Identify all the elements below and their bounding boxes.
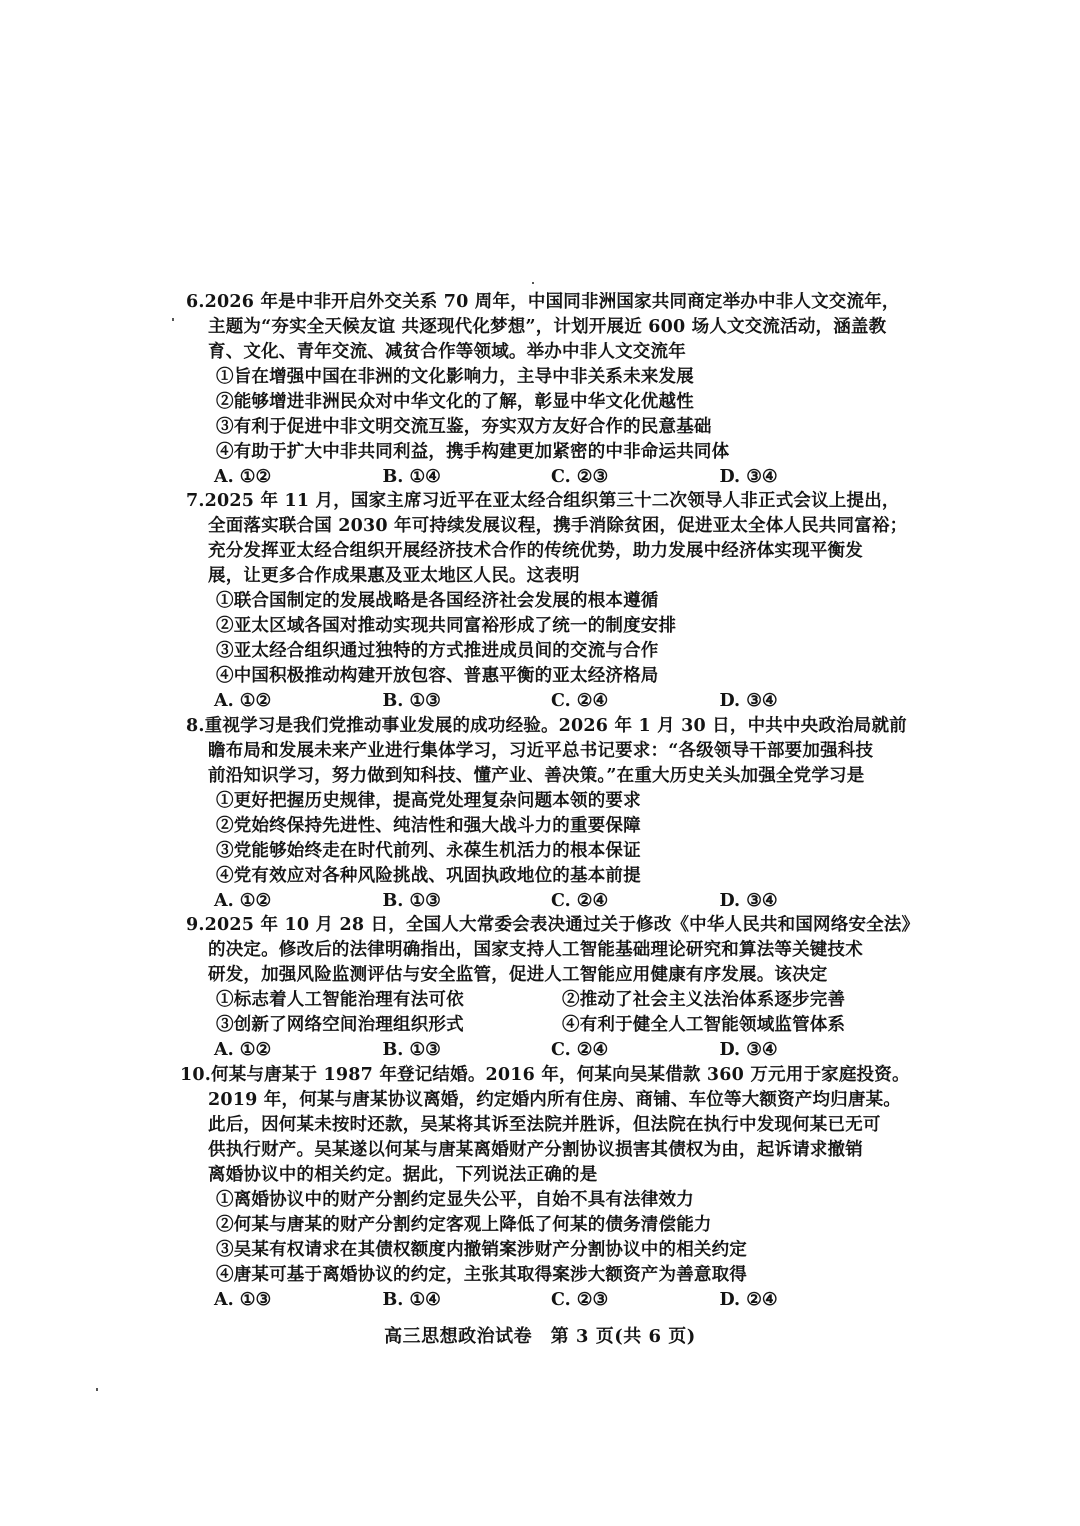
question-6-stem bbox=[186, 290, 900, 365]
stem-line bbox=[186, 714, 907, 739]
option-4: ④唐某可基于离婚协议的约定，主张其取得案涉大额资产为善意取得 bbox=[216, 1265, 747, 1285]
question-8 bbox=[186, 714, 907, 914]
scan-speck bbox=[532, 282, 534, 284]
option-1: ①旨在增强中国在非洲的文化影响力，主导中非关系未来发展 bbox=[216, 367, 694, 387]
stem-text: 2025 年 10 月 28 日，全国人大常委会表决通过关于修改《中华人民共和国网络安全法》 bbox=[204, 915, 920, 935]
stem-line: 的决定。修改后的法律明确指出，国家支持人工智能基础理论研究和算法等关键技术 bbox=[208, 940, 863, 960]
scan-speck bbox=[96, 1388, 98, 1391]
question-6 bbox=[186, 290, 900, 490]
question-number: 9. bbox=[186, 915, 205, 935]
option-2: ②能够增进非洲民众对中华文化的了解，彰显中华文化优越性 bbox=[216, 392, 694, 412]
stem-line: 全面落实联合国 2030 年可持续发展议程，携手消除贫困，促进亚太全体人民共同富裕； bbox=[208, 516, 908, 536]
stem-line: 前沿知识学习，努力做到知科技、懂产业、善决策。”在重大历史关头加强全党学习是 bbox=[208, 766, 865, 786]
option-3: ③有利于促进中非文明交流互鉴，夯实双方友好合作的民意基础 bbox=[216, 417, 712, 437]
question-10-stem bbox=[180, 1063, 910, 1188]
choice-c: C. ②③ bbox=[551, 1290, 609, 1310]
stem-text: 2026 年是中非开启外交关系 70 周年，中国同非洲国家共同商定举办中非人文交流年， bbox=[204, 292, 900, 312]
choice-d: D. ②④ bbox=[719, 1290, 778, 1310]
choice-a: A. ①③ bbox=[214, 1290, 272, 1310]
option-2: ②何某与唐某的财产分割约定客观上降低了何某的债务清偿能力 bbox=[216, 1215, 712, 1235]
stem-line: 研发，加强风险监测评估与安全监管，促进人工智能应用健康有序发展。该决定 bbox=[208, 965, 828, 985]
choice-d: D. ③④ bbox=[719, 467, 778, 487]
page-footer: 高三思想政治试卷 第 3 页(共 6 页) bbox=[384, 1326, 696, 1347]
stem-text: 重视学习是我们党推动事业发展的成功经验。2026 年 1 月 30 日，中共中央政治局就前 bbox=[204, 716, 907, 736]
choice-c: C. ②③ bbox=[551, 467, 609, 487]
question-7 bbox=[186, 489, 908, 714]
question-number: 8. bbox=[186, 716, 205, 736]
option-3: ③吴某有权请求在其债权额度内撤销案涉财产分割协议中的相关约定 bbox=[216, 1240, 747, 1260]
choice-a: A. ①② bbox=[214, 891, 272, 911]
stem-line: 2019 年，何某与唐某协议离婚，约定婚内所有住房、商铺、车位等大额资产均归唐某。 bbox=[208, 1090, 901, 1110]
stem-line: 充分发挥亚太经合组织开展经济技术合作的传统优势，助力发展中经济体实现平衡发 bbox=[208, 541, 863, 561]
option-4: ④党有效应对各种风险挑战、巩固执政地位的基本前提 bbox=[216, 866, 641, 886]
stem-line: 供执行财产。吴某遂以何某与唐某离婚财产分割协议损害其债权为由，起诉请求撤销 bbox=[208, 1140, 863, 1160]
stem-line: 主题为“夯实全天候友谊 共逐现代化梦想”，计划开展近 600 场人文交流活动，涵盖教 bbox=[208, 317, 887, 337]
choice-a: A. ①② bbox=[214, 691, 272, 711]
stem-line bbox=[186, 913, 920, 938]
option-1: ①联合国制定的发展战略是各国经济社会发展的根本遵循 bbox=[216, 591, 659, 611]
option-4: ④中国积极推动构建开放包容、普惠平衡的亚太经济格局 bbox=[216, 666, 659, 686]
option-2: ②亚太区域各国对推动实现共同富裕形成了统一的制度安排 bbox=[216, 616, 677, 636]
stem-line bbox=[180, 1063, 910, 1088]
choice-b: B. ①③ bbox=[382, 1040, 441, 1060]
question-9 bbox=[186, 913, 920, 1063]
option-4: ④有利于健全人工智能领域监管体系 bbox=[562, 1015, 846, 1035]
stem-line: 此后，因何某未按时还款，吴某将其诉至法院并胜诉，但法院在执行中发现何某已无可 bbox=[208, 1115, 881, 1135]
question-9-stem bbox=[186, 913, 920, 988]
choice-c: C. ②④ bbox=[551, 691, 609, 711]
stem-line: 展，让更多合作成果惠及亚太地区人民。这表明 bbox=[208, 566, 580, 586]
option-1: ①离婚协议中的财产分割约定显失公平，自始不具有法律效力 bbox=[216, 1190, 694, 1210]
choice-b: B. ①③ bbox=[382, 891, 441, 911]
option-1: ①标志着人工智能治理有法可依 bbox=[216, 990, 464, 1010]
option-row bbox=[188, 988, 888, 1013]
question-number: 10. bbox=[180, 1065, 212, 1085]
choice-b: B. ①④ bbox=[382, 1290, 441, 1310]
option-2: ②党始终保持先进性、纯洁性和强大战斗力的重要保障 bbox=[216, 816, 641, 836]
stem-text: 何某与唐某于 1987 年登记结婚。2016 年，何某向吴某借款 360 万元用于家庭投资。 bbox=[211, 1065, 910, 1085]
question-number: 6. bbox=[186, 292, 205, 312]
choice-a: A. ①② bbox=[214, 1040, 272, 1060]
option-row bbox=[188, 1013, 888, 1038]
option-3: ③党能够始终走在时代前列、永葆生机活力的根本保证 bbox=[216, 841, 641, 861]
answer-choices bbox=[188, 465, 888, 490]
answer-choices bbox=[188, 1038, 888, 1063]
choice-c: C. ②④ bbox=[551, 891, 609, 911]
question-8-stem bbox=[186, 714, 907, 789]
answer-choices bbox=[188, 1288, 888, 1313]
choice-d: D. ③④ bbox=[719, 1040, 778, 1060]
option-3: ③创新了网络空间治理组织形式 bbox=[216, 1015, 464, 1035]
stem-line: 瞻布局和发展未来产业进行集体学习，习近平总书记要求：“各级领导干部要加强科技 bbox=[208, 741, 874, 761]
question-7-stem bbox=[186, 489, 908, 589]
stem-line: 育、文化、青年交流、减贫合作等领域。举办中非人文交流年 bbox=[208, 342, 686, 362]
answer-choices bbox=[188, 689, 888, 714]
choice-d: D. ③④ bbox=[719, 891, 778, 911]
stem-line: 离婚协议中的相关约定。据此，下列说法正确的是 bbox=[208, 1165, 598, 1185]
answer-choices bbox=[188, 889, 888, 914]
choice-b: B. ①③ bbox=[382, 691, 441, 711]
option-1: ①更好把握历史规律，提高党处理复杂问题本领的要求 bbox=[216, 791, 641, 811]
option-4: ④有助于扩大中非共同利益，携手构建更加紧密的中非命运共同体 bbox=[216, 442, 730, 462]
stem-text: 2025 年 11 月，国家主席习近平在亚太经合组织第三十二次领导人非正式会议上提出， bbox=[204, 491, 900, 511]
choice-a: A. ①② bbox=[214, 467, 272, 487]
stem-line bbox=[186, 489, 900, 514]
stem-line bbox=[186, 290, 900, 315]
option-2: ②推动了社会主义法治体系逐步完善 bbox=[562, 990, 846, 1010]
choice-b: B. ①④ bbox=[382, 467, 441, 487]
question-number: 7. bbox=[186, 491, 205, 511]
question-10 bbox=[180, 1063, 910, 1313]
scan-speck bbox=[172, 318, 174, 321]
choice-c: C. ②④ bbox=[551, 1040, 609, 1060]
choice-d: D. ③④ bbox=[719, 691, 778, 711]
option-3: ③亚太经合组织通过独特的方式推进成员间的交流与合作 bbox=[216, 641, 659, 661]
